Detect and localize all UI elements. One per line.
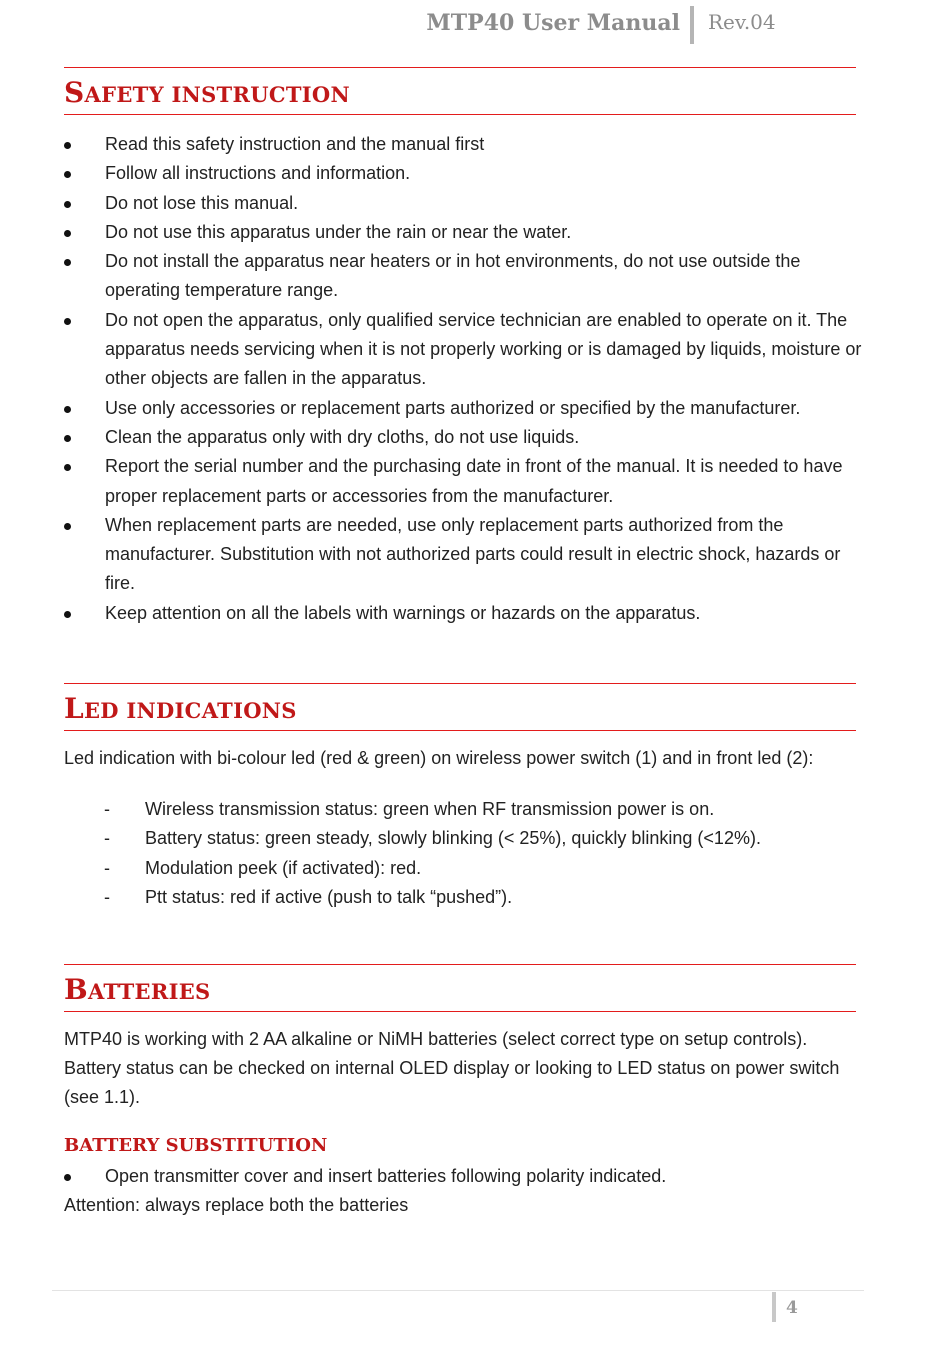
list-item-text: Use only accessories or replacement parts authorized or specified by the manufacturer. <box>105 397 801 418</box>
batteries-title-rest: ATTERIES <box>87 979 211 1004</box>
list-item-text: Open transmitter cover and insert batteries following polarity indicated. <box>105 1166 667 1186</box>
list-item-text: Read this safety instruction and the manual first <box>105 134 485 154</box>
list-item <box>104 795 864 824</box>
list-item <box>64 247 864 306</box>
batteries-note: Attention: always replace both the batteries <box>64 1195 409 1215</box>
list-item-text: Do not install the apparatus near heaters or in hot environments, do not use outside the operating temperature range. <box>105 251 801 301</box>
led-list <box>104 795 864 912</box>
list-item-text: Do not use this apparatus under the rain or near the water. <box>105 221 572 242</box>
list-item-text: Battery status: green steady, slowly blinking (< 25%), quickly blinking (<12%). <box>145 828 761 849</box>
header-title: MTP40 User Manual <box>426 10 680 36</box>
list-item <box>64 159 864 188</box>
footer-divider <box>52 1290 864 1291</box>
safety-title-rest: AFETY INSTRUCTION <box>84 82 350 107</box>
bullet-icon <box>64 142 71 149</box>
bullet-icon <box>64 259 71 266</box>
bullet-icon <box>64 318 71 325</box>
batteries-intro: MTP40 is working with 2 AA alkaline or NiMH batteries (select correct type on setup controls). Battery status can be checked on internal OLED display or looking to LED status on power switch (see 1.1). <box>64 1029 840 1107</box>
dash-marker: - <box>104 857 110 878</box>
led-title-rest: ED INDICATIONS <box>84 698 297 723</box>
bullet-icon <box>64 1174 71 1181</box>
list-item <box>64 511 864 599</box>
list-item-text: Keep attention on all the labels with warnings or hazards on the apparatus. <box>105 602 701 623</box>
safety-list <box>64 130 864 628</box>
dash-marker: - <box>104 828 110 849</box>
led-title <box>64 692 297 725</box>
batteries-list <box>64 1162 864 1191</box>
list-item-text: Do not lose this manual. <box>105 192 299 213</box>
page-header <box>420 4 800 44</box>
list-item-text: Follow all instructions and information. <box>105 163 411 184</box>
list-item-text: Report the serial number and the purchasing date in front of the manual. It is needed to have proper replacement parts or accessories from the manufacturer. <box>105 456 843 506</box>
list-item <box>104 854 864 883</box>
led-title-initial: L <box>64 692 84 725</box>
list-item <box>64 189 864 218</box>
footer-bar <box>772 1292 776 1322</box>
led-intro: Led indication with bi-colour led (red & green) on wireless power switch (1) and in front led (2): <box>64 748 814 768</box>
bullet-icon <box>64 201 71 208</box>
list-item <box>104 883 864 912</box>
header-revision: Rev.04 <box>708 10 776 34</box>
bullet-icon <box>64 435 71 442</box>
list-item-text: Ptt status: red if active (push to talk “pushed”). <box>145 886 513 907</box>
list-item <box>64 452 864 511</box>
safety-title-initial: S <box>64 76 85 109</box>
list-item <box>64 599 864 628</box>
bullet-icon <box>64 230 71 237</box>
dash-marker: - <box>104 799 110 819</box>
safety-title <box>64 76 350 109</box>
led-section-heading <box>64 683 856 731</box>
list-item-text: Do not open the apparatus, only qualified service technician are enabled to operate on it. The apparatus needs servicing when it is not properly working or is damaged by liquids, moisture or other objects are fallen in the apparatus. <box>105 309 862 389</box>
bullet-icon <box>64 406 71 413</box>
batteries-title <box>64 973 210 1006</box>
list-item <box>64 394 864 423</box>
list-item-text: Wireless transmission status: green when RF transmission power is on. <box>145 799 715 819</box>
battery-substitution-heading: BATTERY SUBSTITUTION <box>64 1135 328 1156</box>
header-separator <box>690 6 694 44</box>
list-item <box>64 306 864 394</box>
list-item <box>64 1162 864 1191</box>
batteries-title-initial: B <box>64 973 88 1006</box>
list-item-text: When replacement parts are needed, use only replacement parts authorized from the manufacturer. Substitution with not authorized parts could result in electric shock, hazards or fire. <box>105 514 841 594</box>
safety-section-heading <box>64 67 856 115</box>
list-item <box>64 423 864 452</box>
list-item-text: Clean the apparatus only with dry cloths, do not use liquids. <box>105 426 580 447</box>
bullet-icon <box>64 171 71 178</box>
bullet-icon <box>64 464 71 471</box>
list-item <box>64 218 864 247</box>
list-item <box>104 824 864 853</box>
batteries-section-heading <box>64 964 856 1012</box>
page-number: 4 <box>786 1298 798 1318</box>
dash-marker: - <box>104 886 110 907</box>
list-item <box>64 130 864 159</box>
bullet-icon <box>64 611 71 618</box>
list-item-text: Modulation peek (if activated): red. <box>145 857 422 878</box>
bullet-icon <box>64 523 71 530</box>
